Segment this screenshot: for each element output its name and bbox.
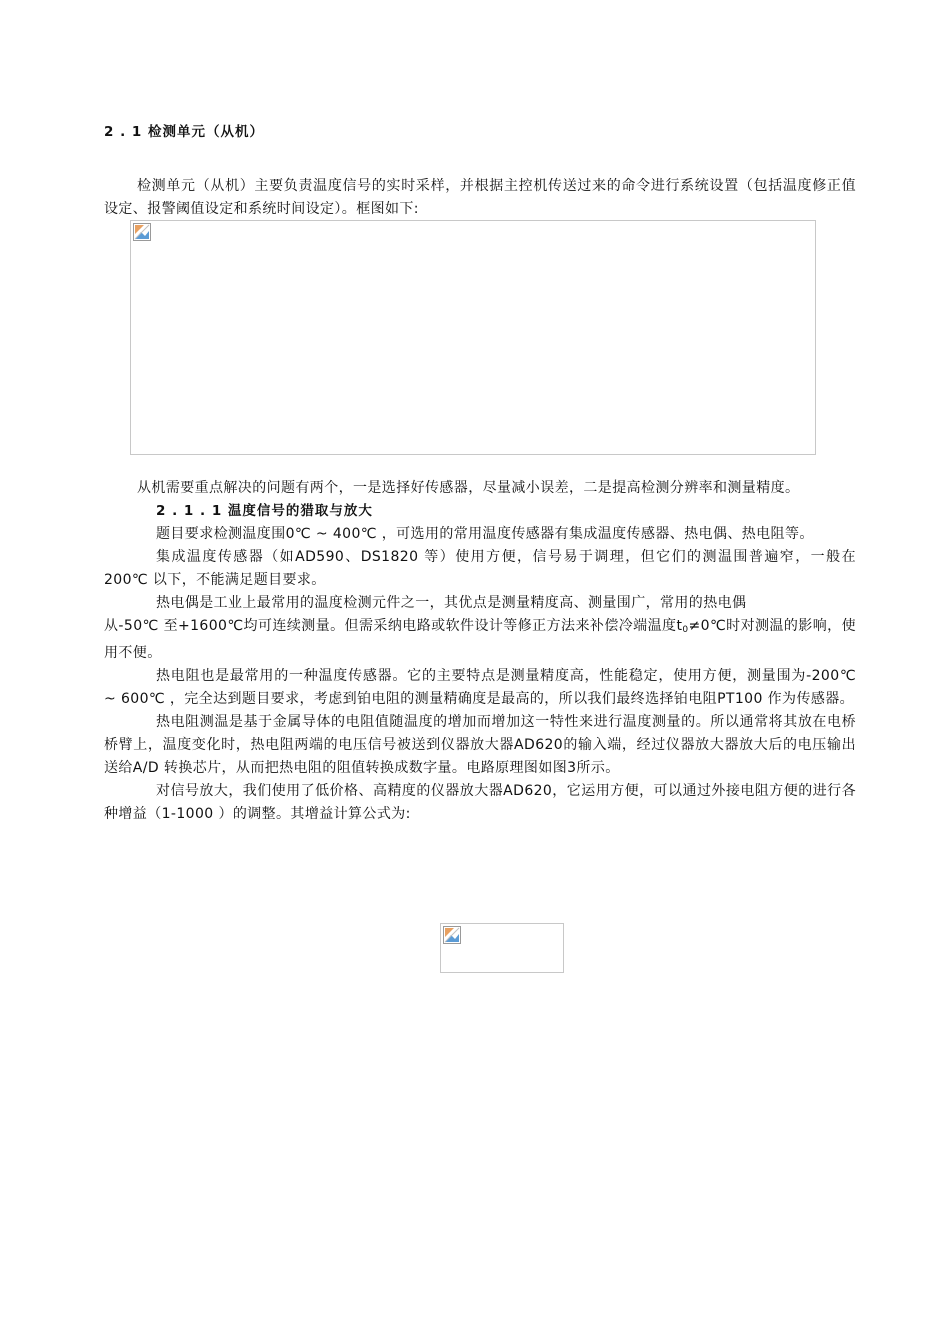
broken-image-icon bbox=[133, 223, 151, 241]
body-paragraph: 题目要求检测温度围0℃ ~ 400℃ ，可选用的常用温度传感器有集成温度传感器、热电偶、热电阻等。 bbox=[156, 526, 814, 542]
thermocouple-line: ≠0℃时对测温的影响，使用不便。 bbox=[104, 618, 856, 661]
intro-paragraph: 检测单元（从机）主要负责温度信号的实时采样，并根据主控机传送过来的命令进行系统设置（包括温度修正值设定、报警阈值设定和系统时间设定）。框图如下: bbox=[104, 178, 856, 217]
broken-image-icon bbox=[443, 926, 461, 944]
thermocouple-line: 热电偶是工业上最常用的温度检测元件之一，其优点是测量精度高、测量围广，常用的热电偶 bbox=[156, 595, 747, 611]
body-paragraph: 集成温度传感器（如AD590、DS1820 等）使用方便，信号易于调理，但它们的测温围普遍窄，一般在200℃ 以下，不能满足题目要求。 bbox=[104, 549, 856, 588]
subsection-heading: 2 . 1 . 1 温度信号的猎取与放大 bbox=[156, 503, 373, 519]
body-block bbox=[104, 477, 856, 826]
requirement-paragraph: 从机需要重点解决的问题有两个，一是选择好传感器，尽量减小误差，二是提高检测分辨率和测量精度。 bbox=[137, 480, 800, 496]
block-diagram-figure bbox=[130, 220, 816, 455]
section-heading: 2 . 1 检测单元（从机） bbox=[104, 124, 265, 140]
subscript: 0 bbox=[682, 625, 689, 635]
body-paragraph: 对信号放大，我们使用了低价格、高精度的仪器放大器AD620，它运用方便，可以通过外接电阻方便的进行各种增益（1-1000 ）的调整。其增益计算公式为: bbox=[104, 783, 856, 822]
thermocouple-line: 从-50℃ 至+1600℃均可连续测量。但需采纳电路或软件设计等修正方法来补偿冷端温度t bbox=[104, 618, 683, 634]
intro-block bbox=[104, 175, 856, 221]
gain-formula-image bbox=[440, 923, 564, 973]
thermocouple-paragraph bbox=[104, 592, 856, 665]
body-paragraph: 热电阻也是最常用的一种温度传感器。它的主要特点是测量精度高，性能稳定，使用方便，测量围为-200℃ ~ 600℃ ，完全达到题目要求，考虑到铂电阻的测量精确度是最高的，所以我们最终选择铂电阻PT100 作为传感器。 bbox=[104, 668, 856, 707]
body-paragraph: 热电阻测温是基于金属导体的电阻值随温度的增加而增加这一特性来进行温度测量的。所以通常将其放在电桥桥臂上，温度变化时，热电阻两端的电压信号被送到仪器放大器AD620的输入端，经过仪器放大器放大后的电压输出送给A/D 转换芯片，从而把热电阻的阻值转换成数字量。电路原理图如图3所示。 bbox=[104, 714, 856, 776]
